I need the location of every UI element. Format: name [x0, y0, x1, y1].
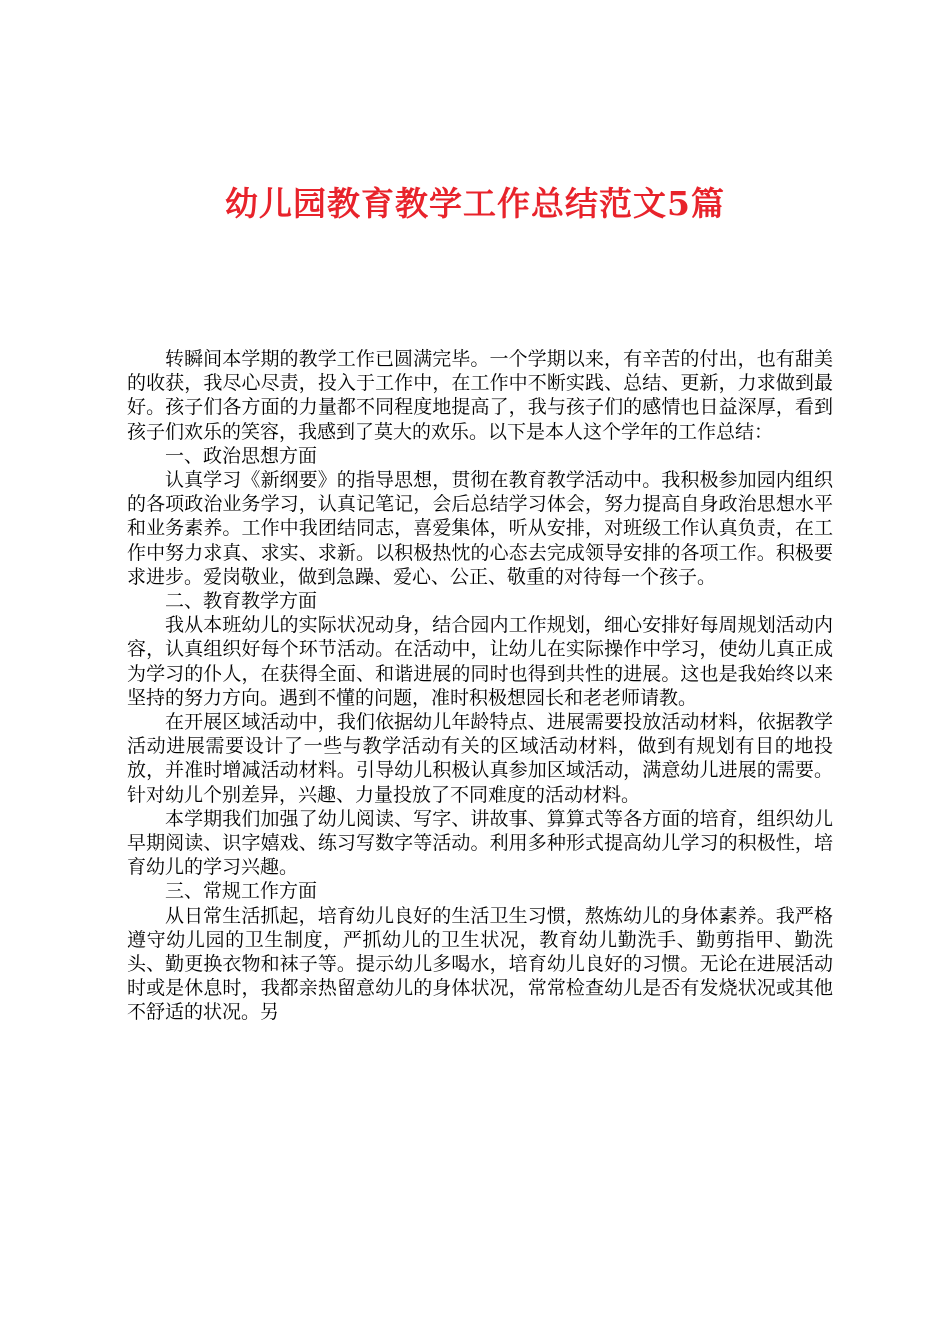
section-heading-teaching: 二、教育教学方面	[165, 590, 318, 613]
teaching-paragraph: 我从本班幼儿的实际状况动身，结合园内工作规划，细心安排好每周规划活动内容，认真组织好每个环节活动。在活动中，让幼儿在实际操作中学习，使幼儿真正成为学习的仆人，在获得全面、和谐进展的同时也得到共性的进展。这也是我始终以来坚持的努力方向。遇到不懂的问题，准时积极想园长和老老师请教。	[127, 614, 833, 709]
area-activities-paragraph: 在开展区域活动中，我们依据幼儿年龄特点、进展需要投放活动材料，依据教学活动进展需要设计了一些与教学活动有关的区域活动材料，做到有规划有目的地投放，并准时增减活动材料。引导幼儿积极认真参加区域活动，满意幼儿进展的需要。针对幼儿个别差异，兴趣、力量投放了不同难度的活动材料。	[127, 711, 833, 806]
document-body	[127, 347, 833, 1025]
section-heading-routine: 三、常规工作方面	[165, 880, 318, 903]
intro-paragraph: 转瞬间本学期的教学工作已圆满完毕。一个学期以来，有辛苦的付出，也有甜美的收获，我尽心尽责，投入于工作中，在工作中不断实践、总结、更新，力求做到最好。孩子们各方面的力量都不同程度地提高了，我与孩子们的感情也日益深厚，看到孩子们欢乐的笑容，我感到了莫大的欢乐。以下是本人这个学年的工作总结：	[127, 348, 833, 443]
routine-paragraph: 从日常生活抓起，培育幼儿良好的生活卫生习惯，熬炼幼儿的身体素养。我严格遵守幼儿园的卫生制度，严抓幼儿的卫生状况，教育幼儿勤洗手、勤剪指甲、勤洗头、勤更换衣物和袜子等。提示幼儿多喝水，培育幼儿良好的习惯。无论在进展活动时或是休息时，我都亲热留意幼儿的身体状况，常常检查幼儿是否有发烧状况或其他不舒适的状况。另	[127, 904, 833, 1024]
politics-paragraph: 认真学习《新纲要》的指导思想，贯彻在教育教学活动中。我积极参加园内组织的各项政治业务学习，认真记笔记，会后总结学习体会，努力提高自身政治思想水平和业务素养。工作中我团结同志，喜爱集体，听从安排，对班级工作认真负责，在工作中努力求真、求实、求新。以积极热忱的心态去完成领导安排的各项工作。积极要求进步。爱岗敬业，做到急躁、爱心、公正、敬重的对待每一个孩子。	[127, 469, 833, 588]
section-heading-politics: 一、政治思想方面	[165, 444, 318, 467]
reading-writing-paragraph: 本学期我们加强了幼儿阅读、写字、讲故事、算算式等各方面的培育，组织幼儿早期阅读、识字嬉戏、练习写数字等活动。利用多种形式提高幼儿学习的积极性，培育幼儿的学习兴趣。	[127, 807, 833, 879]
document-title: 幼儿园教育教学工作总结范文5篇	[225, 184, 725, 223]
